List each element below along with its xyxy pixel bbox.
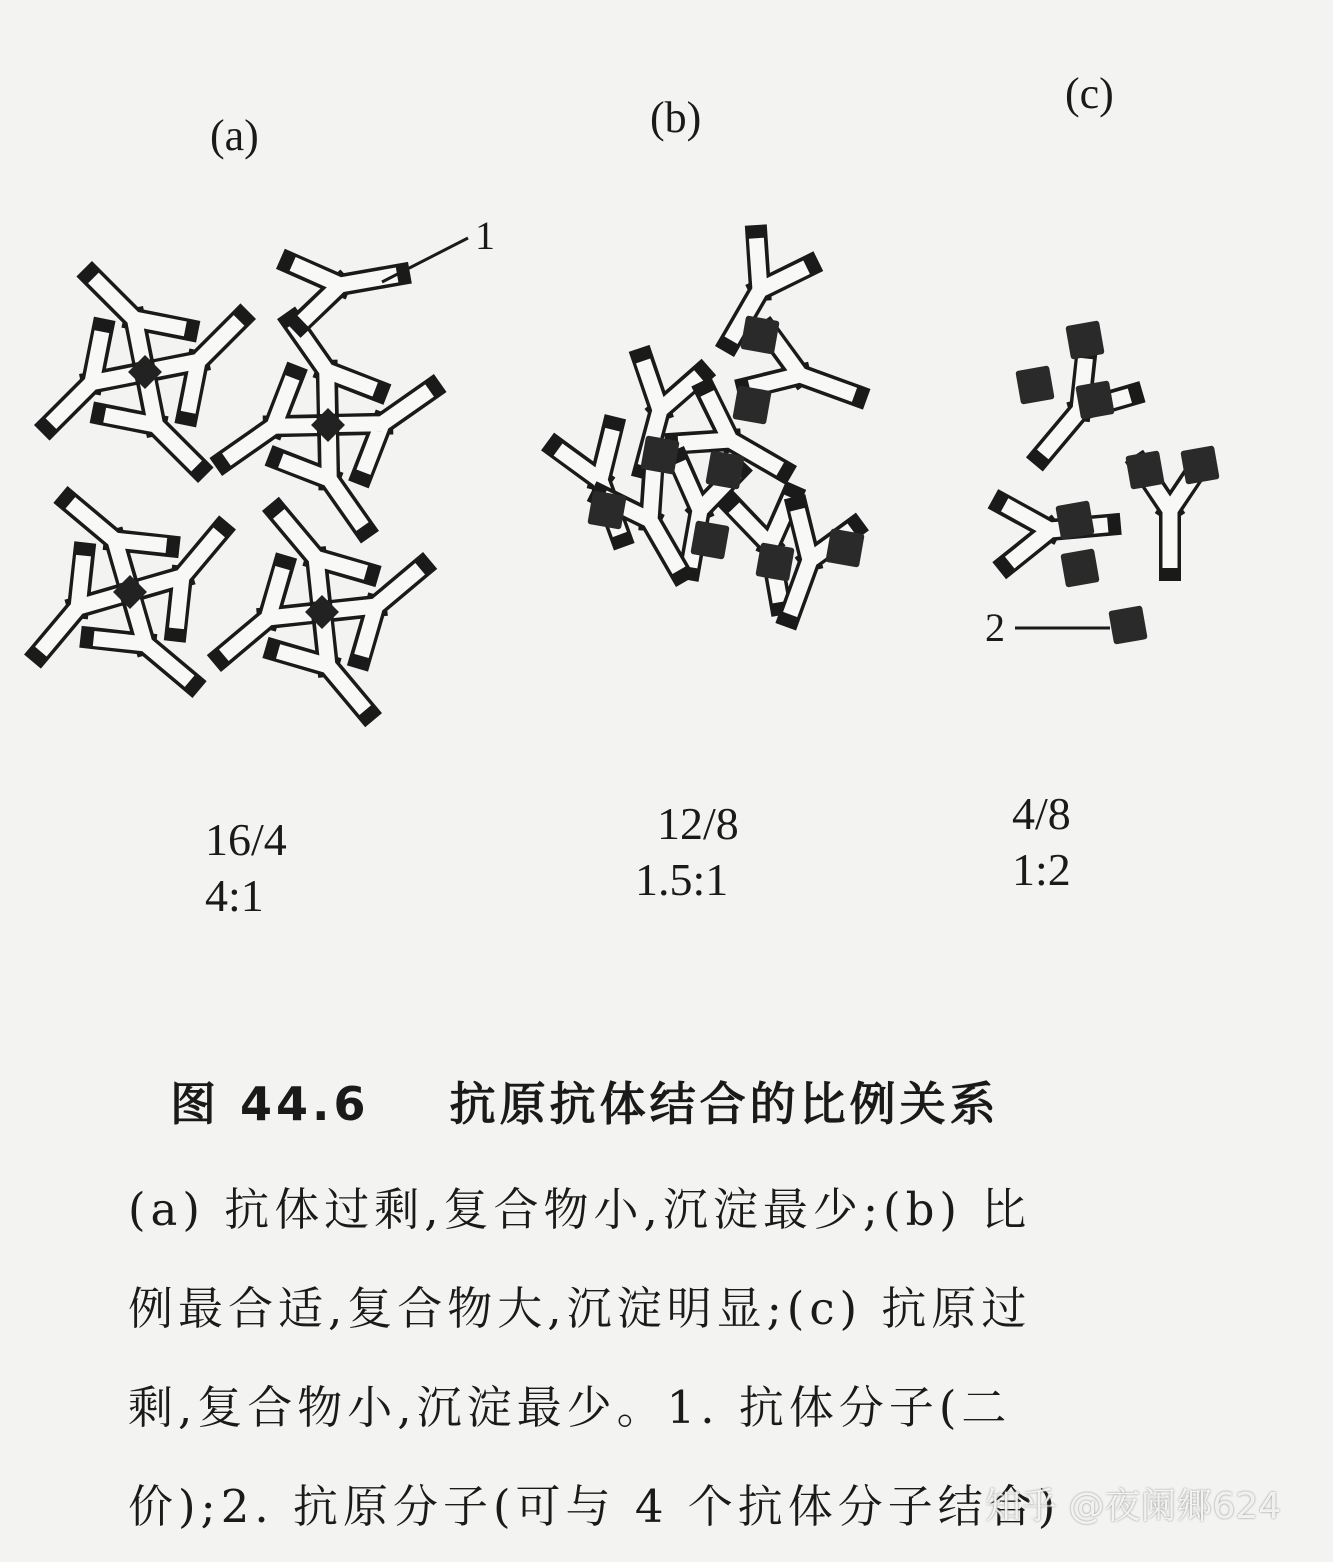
panel-b-ratio-value: 1.5:1 bbox=[635, 854, 729, 905]
panel-c-ratio-fraction: 4/8 bbox=[1012, 788, 1071, 839]
antigen-molecule bbox=[1055, 500, 1094, 539]
antigen-molecule bbox=[740, 315, 779, 354]
panel-a-ratio-value: 4:1 bbox=[205, 870, 264, 921]
panel-b-label: (b) bbox=[650, 93, 702, 142]
antigen-molecule bbox=[705, 450, 744, 489]
antibody-molecule bbox=[290, 245, 404, 322]
antigen-callout-label: 2 bbox=[985, 605, 1005, 650]
antigen-molecule bbox=[690, 520, 729, 559]
antigen-molecule bbox=[1180, 445, 1219, 484]
panel-b-ratio bbox=[635, 796, 739, 908]
caption-line: (a) 抗体过剩,复合物小,沉淀最少;(b) 比 bbox=[128, 1183, 1032, 1236]
antigen-molecule bbox=[1060, 548, 1099, 587]
antigen-molecule bbox=[587, 490, 626, 529]
panel-a-ratio bbox=[205, 812, 287, 924]
antigen-molecule bbox=[755, 542, 794, 581]
antibody-leader-line bbox=[382, 238, 468, 282]
caption-line: 剩,复合物小,沉淀最少。1. 抗体分子(二 bbox=[128, 1381, 1012, 1434]
caption-line: 价);2. 抗原分子(可与 4 个抗体分子结合) bbox=[128, 1480, 1061, 1533]
panel-b-optimal-proportion bbox=[556, 236, 866, 627]
antigen-molecule bbox=[1065, 320, 1104, 359]
antibody-callout-label: 1 bbox=[475, 213, 495, 258]
antibody-molecule bbox=[1003, 495, 1113, 564]
panel-c-antigen-excess bbox=[1003, 320, 1220, 644]
antigen-molecule bbox=[1075, 380, 1114, 419]
antigen-molecule bbox=[640, 435, 679, 474]
panel-b-ratio-fraction: 12/8 bbox=[657, 798, 739, 849]
panel-c-label: (c) bbox=[1065, 69, 1114, 118]
panel-c-ratio-value: 1:2 bbox=[1012, 844, 1071, 895]
antigen-molecule bbox=[1108, 605, 1147, 644]
antigen-molecule bbox=[825, 528, 864, 567]
antigen-molecule bbox=[311, 408, 345, 442]
antigen-molecule bbox=[1125, 450, 1164, 489]
caption-line: 例最合适,复合物大,沉淀明显;(c) 抗原过 bbox=[128, 1282, 1032, 1335]
panel-a-ratio-fraction: 16/4 bbox=[205, 814, 287, 865]
figure-caption-title: 图 44.6 抗原抗体结合的比例关系 bbox=[170, 1077, 1000, 1131]
antigen-molecule bbox=[1015, 365, 1054, 404]
watermark: 知乎 @夜阑郷624 bbox=[985, 1486, 1282, 1527]
panel-a-label: (a) bbox=[210, 111, 259, 160]
antigen-molecule bbox=[732, 385, 771, 424]
panel-c-ratio bbox=[1012, 786, 1071, 898]
panel-a-antibody-excess bbox=[17, 245, 449, 731]
